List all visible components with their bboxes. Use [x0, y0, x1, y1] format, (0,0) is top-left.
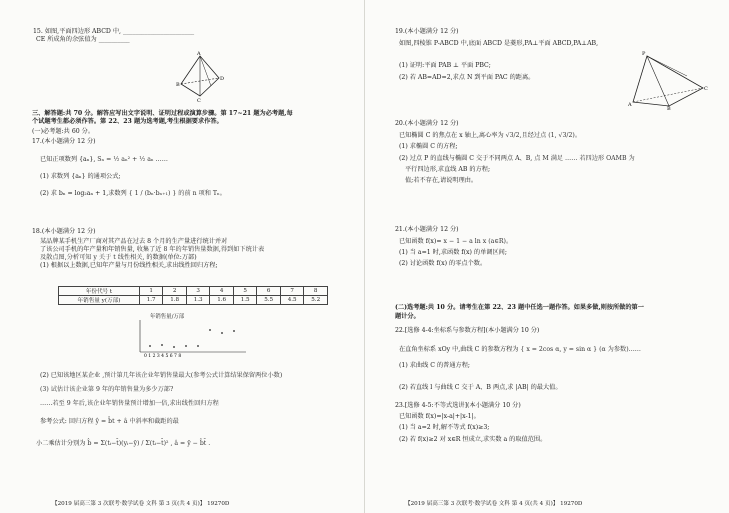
question-23-line1: 已知函数 f(x)=|x-a|+|x-1|。: [399, 413, 480, 420]
question-18-line2: 了该公司手机的年产量和年销售量, 收集了近 8 年的年销售量数据,得到如下统计表: [40, 246, 265, 253]
svg-text:P: P: [642, 51, 646, 57]
question-text: 在直角坐标系 xOy 中,曲线 C 的参数方程为: [399, 346, 519, 353]
question-text: (2) 过点 P 的直线与椭圆 C 交于不同两点 A、B,: [399, 155, 533, 162]
scatter-plot-figure: [130, 318, 250, 358]
question-22-line3: (2) 若直线 l 与曲线 C 交于 A、B 两点,求 |AB| 的最大值。: [399, 384, 562, 391]
question-21-line2: (1) 当 a=1 时,求函数 f(x) 的单调区间;: [399, 249, 507, 256]
question-17-label: 17.(本小题满分 12 分): [32, 138, 96, 145]
svg-text:B: B: [667, 106, 671, 112]
question-22-line1: 在直角坐标系 xOy 中,曲线 C 的参数方程为 { x = 2cos α, y = sin α } (α 为参数)……: [399, 346, 641, 353]
question-text: CE 所成角的余弦值为: [36, 36, 97, 43]
question-18-part2: (2) 已知该地区某企业 ,预计第几年该企业年销售量最大(参考公式计算结果保留两位小数): [40, 372, 283, 379]
question-19-line1: 如图,四棱锥 P-ABCD 中,底面 ABCD 是菱形,PA⊥平面 ABCD,PA⊥AB,: [399, 40, 599, 47]
question-number: 15.: [33, 28, 43, 35]
table-cell: 7: [280, 287, 304, 296]
table-cell: 1.6: [210, 296, 234, 305]
question-15-line2: CE 所成角的余弦值为 __________: [36, 36, 130, 43]
table-cell: 1.5: [233, 296, 257, 305]
question-text: 小二乘估计分别为: [36, 440, 86, 447]
svg-text:B: B: [176, 82, 180, 88]
question-19-line3: (2) 若 AB=AD=2,求点 N 到平面 PAC 的距离。: [399, 74, 535, 81]
chart-caption: 年销售量/万部: [150, 314, 185, 320]
table-cell: 1.3: [186, 296, 210, 305]
question-20-line5: 值;若不存在,请说明理由。: [405, 177, 478, 184]
question-23-line3: (2) 若 f(x)≥2 对 x∈R 恒成立,求实数 a 的取值范围。: [399, 436, 547, 443]
question-19-label: 19.(本小题满分 12 分): [395, 28, 459, 35]
footer-left: 【2019 届高三第 3 次联考·数学试卷 文科 第 3 页(共 4 页)】 19270D: [52, 501, 230, 507]
table-row: [59, 296, 328, 305]
optional-section-heading: (二)选考题:共 10 分。请考生在第 22、23 题中任选一题作答。如果多做,则按所做的第一: [395, 304, 644, 311]
svg-text:0 1 2 3 4 5 6 7 8: 0 1 2 3 4 5 6 7 8: [144, 354, 182, 359]
page-left: [0, 0, 364, 513]
question-text: 已知正项数列 {aₙ},: [40, 156, 96, 163]
question-18-formula: 参考公式: 回归方程 ŷ = b̂t + â 中斜率和截距的最: [40, 418, 179, 425]
question-18-note2: ……若至 9 年后,该企业年销售量预计增加一倍,求出线性回归方程: [40, 400, 219, 407]
table-cell: 1.8: [163, 296, 187, 305]
question-text: 参考公式:: [40, 418, 67, 425]
question-text: (2) 求 bₙ = log₂aₙ + 1,求数列: [40, 190, 127, 197]
question-19-line2: (1) 证明:平面 PAB ⊥ 平面 PBC;: [399, 62, 491, 69]
svg-text:A: A: [197, 51, 201, 57]
section-3-heading-cont: 个试题考生都必须作答。第 22、23 题为选考题,考生根据要求作答。: [32, 118, 223, 125]
question-23-line2: (1) 当 a=2 时,解不等式 f(x)≥3;: [399, 424, 490, 431]
question-20-line3: (2) 过点 P 的直线与椭圆 C 交于不同两点 A、B, 点 M 满足 …… 若四边形 OAMB 为: [399, 155, 635, 162]
data-table: [58, 286, 328, 305]
tetrahedron-figure: [175, 51, 225, 104]
question-20-line2: (1) 求椭圆 C 的方程;: [399, 143, 458, 150]
table-cell: 年份代号 t: [59, 287, 140, 296]
question-text: 如图,平面四边形 ABCD 中,: [44, 28, 122, 35]
table-cell: 4: [210, 287, 234, 296]
question-18-line4: (1) 根据以上数据,已知年产量与月份线性相关,求出线性回归方程;: [40, 262, 218, 269]
question-23-label: 23.[选修 4-5:不等式选讲](本小题满分 10 分): [395, 402, 521, 409]
table-cell: 8: [304, 287, 328, 296]
table-cell: 1: [139, 287, 163, 296]
required-subheading: (一)必考题:共 60 分。: [32, 128, 95, 135]
table-cell: 5.2: [304, 296, 328, 305]
table-cell: 6: [257, 287, 281, 296]
question-18-line1: 某品牌某手机生产厂商对其产品在过去 8 个月的生产量进行统计并对: [40, 238, 228, 245]
page-right: [365, 0, 729, 513]
question-text: 已知函数 f(x)=: [399, 238, 442, 245]
question-17-line2: (1) 求数列 {aₙ} 的通项公式;: [40, 173, 121, 180]
section-3-heading: 三、解答题:共 70 分。解答应写出文字说明、证明过程或演算步骤。第 17~21 题为必考题,每: [32, 110, 293, 117]
table-row: [59, 287, 328, 296]
question-18-note: (3) 试估计该企业第 9 年的年销售量为多少万部?: [40, 386, 174, 393]
question-text: (2) 已知该地区某企业: [40, 372, 101, 379]
question-text: 的数据(单位:万部): [146, 254, 197, 261]
table-cell: 1.7: [139, 296, 163, 305]
optional-section-heading-cont: 题计分。: [395, 313, 420, 320]
question-20-line4: 平行四边形,求直线 AB 的方程;: [405, 166, 491, 173]
question-20-label: 20.(本小题满分 12 分): [395, 120, 459, 127]
question-15: 15. 如图,平面四边形 ABCD 中, _______________________: [33, 28, 195, 35]
table-cell: 5: [233, 287, 257, 296]
table-cell: 4.5: [280, 296, 304, 305]
pyramid-figure: [627, 48, 707, 110]
question-17-line1: 已知正项数列 {aₙ}, Sₙ = ½ aₙ² + ½ aₙ ……: [40, 156, 168, 163]
question-20-line1: 已知椭圆 C 的焦点在 x 轴上,离心率为 √3/2,且经过点 (1, √3/2)。: [399, 132, 582, 139]
footer-right: 【2019 届高三第 3 次联考·数学试卷 文科 第 4 页(共 4 页)】 19270D: [405, 501, 583, 507]
question-21-line1: 已知函数 f(x)= x − 1 − a ln x (a∈R)。: [399, 238, 513, 245]
question-17-line3: (2) 求 bₙ = log₂aₙ + 1,求数列 { 1 / (bₙ·bₙ₊₁) } 的前 n 项和 Tₙ。: [40, 190, 226, 197]
question-18-line3: 及散点图,分析可知 y 关于 t 线性相关, 的数据(单位:万部): [40, 254, 197, 261]
question-18-label: 18.(本小题满分 12 分): [32, 228, 96, 235]
svg-text:C: C: [197, 98, 201, 104]
question-21-line3: (2) 讨论函数 f(x) 的零点个数。: [399, 260, 487, 267]
table-cell: 2: [163, 287, 187, 296]
svg-text:D: D: [220, 76, 225, 82]
svg-text:A: A: [628, 102, 632, 108]
svg-text:C: C: [704, 86, 708, 92]
table-cell: 3: [186, 287, 210, 296]
table-cell: 年销售量 y(万部): [59, 296, 140, 305]
question-text: 了该公司手机的年产量和年销售量,: [40, 246, 135, 253]
table-cell: 5.5: [257, 296, 281, 305]
question-18-formula2: 小二乘估计分别为 b̂ = Σ(tᵢ−t̄)(yᵢ−ȳ) / Σ(tᵢ−t̄)² , â = ȳ − b̂t̄ .: [36, 440, 211, 447]
question-22-label: 22.[选修 4-4:坐标系与参数方程](本小题满分 10 分): [395, 327, 540, 334]
question-text: 已知椭圆 C 的焦点在 x 轴上,离心率为: [399, 132, 504, 139]
question-22-line2: (1) 求曲线 C 的普通方程;: [399, 362, 470, 369]
question-21-label: 21.(本小题满分 12 分): [395, 226, 459, 233]
